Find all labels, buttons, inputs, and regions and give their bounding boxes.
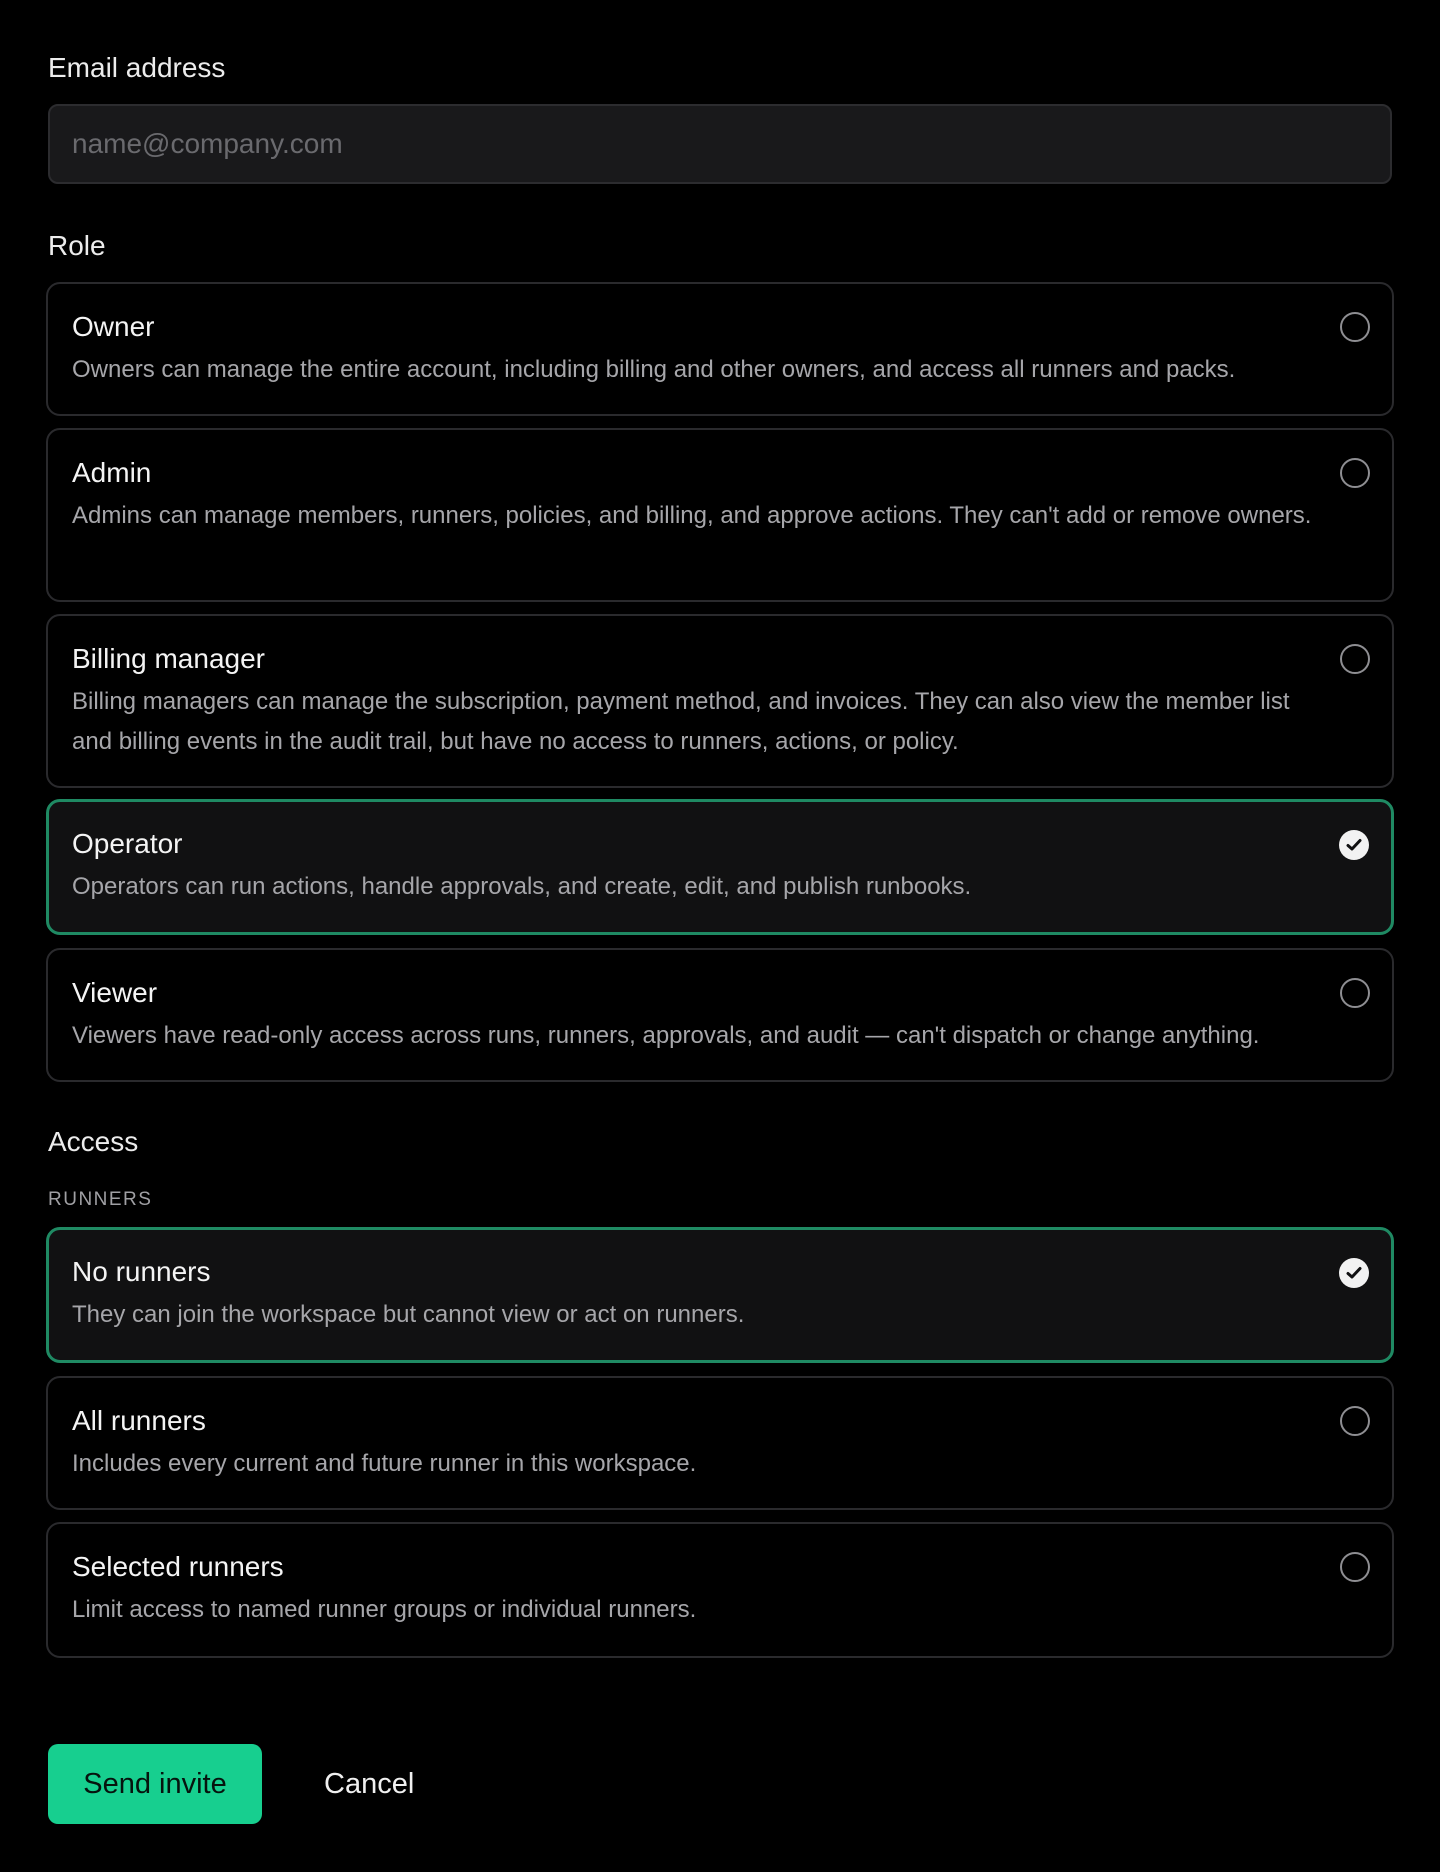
- access-option-description: Includes every current and future runner in this workspace.: [72, 1449, 697, 1477]
- role-option-title: Billing manager: [72, 643, 265, 674]
- access-option-title: No runners: [72, 1256, 211, 1287]
- cancel-button[interactable]: Cancel: [304, 1744, 434, 1824]
- radio-checked-icon[interactable]: [1339, 830, 1369, 860]
- radio-unchecked-icon[interactable]: [1340, 1406, 1370, 1436]
- role-option-title: Owner: [72, 311, 155, 342]
- role-option-description: Billing managers can manage the subscription, payment method, and invoices. They can also view the member list and billing events in the audit trail, but have no access to runners, actions, or policy.: [72, 687, 1290, 755]
- access-option-all-runners[interactable]: [46, 1376, 1394, 1510]
- access-option-description: Limit access to named runner groups or individual runners.: [72, 1595, 697, 1623]
- radio-unchecked-icon[interactable]: [1340, 1552, 1370, 1582]
- checkmark-icon: [1346, 838, 1362, 852]
- role-option-admin[interactable]: [46, 428, 1394, 602]
- role-option-description: Owners can manage the entire account, including billing and other owners, and access all runners and packs.: [72, 355, 1236, 383]
- access-option-selected-runners[interactable]: [46, 1522, 1394, 1658]
- access-option-title: Selected runners: [72, 1551, 284, 1582]
- radio-checked-icon[interactable]: [1339, 1258, 1369, 1288]
- role-heading: Role: [48, 230, 106, 261]
- role-option-title: Operator: [72, 828, 183, 859]
- role-option-description: Operators can run actions, handle approvals, and create, edit, and publish runbooks.: [72, 872, 972, 900]
- radio-unchecked-icon[interactable]: [1340, 312, 1370, 342]
- role-option-title: Admin: [72, 457, 152, 488]
- role-option-viewer[interactable]: [46, 948, 1394, 1082]
- access-option-no-runners[interactable]: [46, 1227, 1394, 1363]
- access-heading: Access: [48, 1126, 139, 1157]
- access-option-title: All runners: [72, 1405, 206, 1436]
- send-invite-button[interactable]: Send invite: [48, 1744, 262, 1824]
- radio-unchecked-icon[interactable]: [1340, 978, 1370, 1008]
- email-label: Email address: [48, 52, 226, 83]
- role-option-description: Admins can manage members, runners, policies, and billing, and approve actions. They can't add or remove owners.: [72, 501, 1312, 529]
- role-option-description: Viewers have read-only access across runs, runners, approvals, and audit — can't dispatch or change anything.: [72, 1021, 1260, 1049]
- access-option-description: They can join the workspace but cannot view or act on runners.: [72, 1300, 745, 1328]
- email-field[interactable]: [48, 104, 1392, 184]
- radio-unchecked-icon[interactable]: [1340, 644, 1370, 674]
- role-option-operator[interactable]: [46, 799, 1394, 935]
- role-option-title: Viewer: [72, 977, 158, 1008]
- role-option-owner[interactable]: [46, 282, 1394, 416]
- radio-unchecked-icon[interactable]: [1340, 458, 1370, 488]
- checkmark-icon: [1346, 1266, 1362, 1280]
- runners-subheading: RUNNERS: [48, 1189, 153, 1210]
- role-option-billing-manager[interactable]: [46, 614, 1394, 788]
